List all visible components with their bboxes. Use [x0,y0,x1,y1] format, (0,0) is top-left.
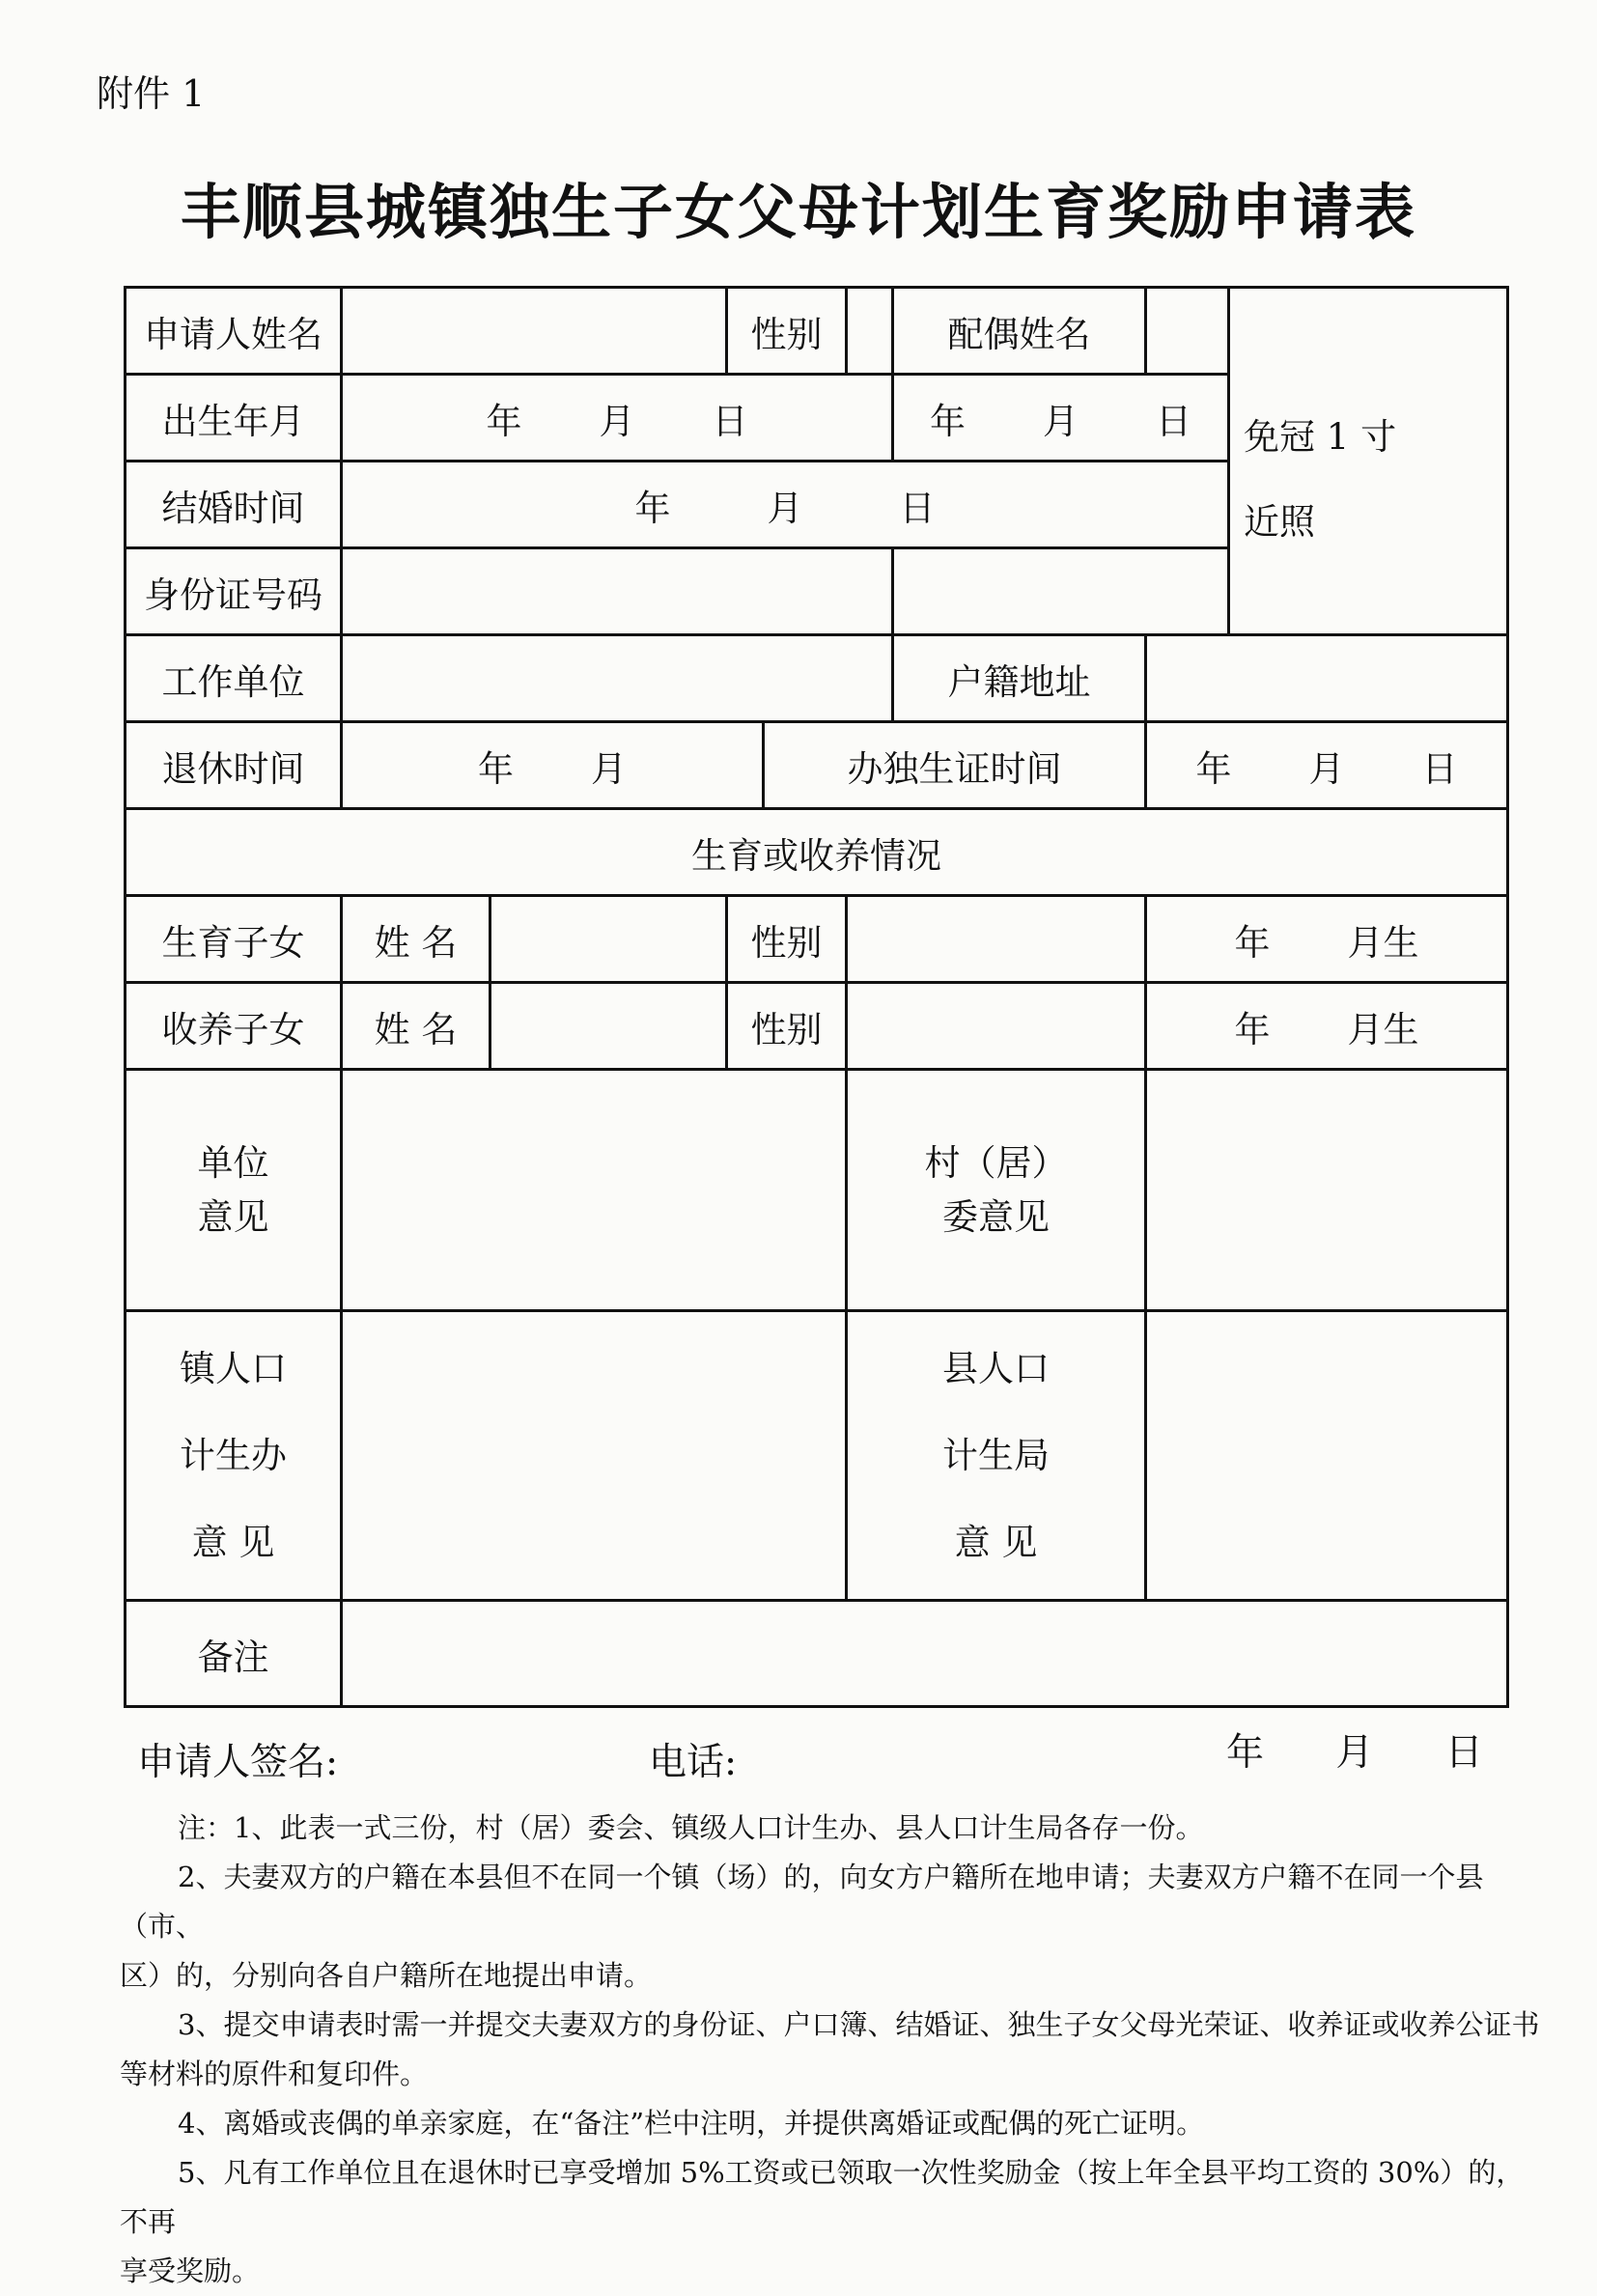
month-label: 月 [1043,400,1079,442]
remarks-field[interactable] [342,1601,1508,1707]
town-label-line3: 意 见 [191,1521,275,1563]
note-2: 2、夫妻双方的户籍在本县但不在同一个镇（场）的，向女方户籍所在地申请；夫妻双方户籍不在同一个县（市、 [120,1861,1484,1943]
month-born-label: 月生 [1347,921,1419,964]
remarks-label: 备注 [126,1601,342,1707]
note-4: 4、离婚或丧偶的单亲家庭，在“备注”栏中注明，并提供离婚证或配偶的死亡证明。 [178,2107,1205,2140]
household-address-label: 户籍地址 [893,635,1146,722]
county-opinion-label [847,1311,1146,1601]
certificate-date-field[interactable] [1146,722,1508,809]
birth-child-gender-field[interactable] [847,896,1146,983]
marriage-date-label: 结婚时间 [126,462,342,548]
note-1: 注：1、此表一式三份，村（居）委会、镇级人口计生办、县人口计生局各存一份。 [178,1811,1204,1844]
month-label: 月 [767,487,803,529]
name-label: 姓 名 [342,983,490,1070]
month-label: 月 [591,747,627,790]
photo-label-line1: 免冠 1 寸 [1244,416,1397,458]
certificate-date-label: 办独生证时间 [764,722,1146,809]
gender-field[interactable] [847,288,893,375]
county-label-line3: 意 见 [954,1521,1038,1563]
gender-label: 性别 [727,983,847,1070]
year-label: 年 [634,487,671,529]
town-opinion-label [126,1311,342,1601]
applicant-signature-label: 申请人签名: [137,1741,339,1784]
signature-date: 年 月 日 [1226,1731,1483,1775]
adopt-child-name-field[interactable] [490,983,727,1070]
birth-child-label: 生育子女 [126,896,342,983]
unit-label-line2: 意见 [197,1195,269,1238]
marriage-date-field[interactable] [342,462,1229,548]
name-label: 姓 名 [342,896,490,983]
section-title: 生育或收养情况 [126,809,1508,896]
year-label: 年 [1234,1008,1271,1050]
spouse-name-label: 配偶姓名 [893,288,1146,375]
village-opinion-label [847,1070,1146,1311]
town-label-line1: 镇人口 [180,1347,287,1389]
adopt-child-label: 收养子女 [126,983,342,1070]
year-label: 年 [930,400,966,442]
id-number-label: 身份证号码 [126,548,342,635]
month-label: 月 [1308,747,1345,790]
retire-date-field[interactable] [342,722,764,809]
county-label-line2: 计生局 [942,1434,1050,1476]
retire-date-label: 退休时间 [126,722,342,809]
adopt-child-gender-field[interactable] [847,983,1146,1070]
day-label: 日 [899,487,936,529]
unit-opinion-field[interactable] [342,1070,847,1311]
year-label: 年 [1195,747,1232,790]
work-unit-label: 工作单位 [126,635,342,722]
attachment-label: 附件 1 [97,72,206,115]
application-form [124,286,1509,1708]
spouse-name-field[interactable] [1146,288,1229,375]
note-3: 3、提交申请表时需一并提交夫妻双方的身份证、户口簿、结婚证、独生子女父母光荣证、收养证或收养公证书 [178,2008,1540,2041]
day-label: 日 [1156,400,1191,442]
spouse-id-field[interactable] [893,548,1229,635]
phone-label: 电话: [649,1741,738,1784]
note-5-cont: 享受奖励。 [120,2254,261,2287]
town-opinion-field[interactable] [342,1311,847,1601]
birth-child-born-field[interactable] [1146,896,1508,983]
day-label: 日 [712,400,748,442]
village-label-line1: 村（居） [924,1141,1068,1184]
county-label-line1: 县人口 [942,1347,1050,1389]
work-unit-field[interactable] [342,635,893,722]
note-5: 5、凡有工作单位且在退休时已享受增加 5%工资或已领取一次性奖励金（按上年全县平均工资的 30%）的，不再 [120,2156,1525,2238]
birth-child-name-field[interactable] [490,896,727,983]
applicant-birth-date-field[interactable] [342,375,893,462]
town-label-line2: 计生办 [180,1434,287,1476]
gender-label: 性别 [727,896,847,983]
birth-date-label: 出生年月 [126,375,342,462]
month-label: 月 [599,400,635,442]
year-label: 年 [486,400,522,442]
county-opinion-field[interactable] [1146,1311,1508,1601]
unit-label-line1: 单位 [197,1141,269,1184]
gender-label: 性别 [727,288,847,375]
village-opinion-field[interactable] [1146,1070,1508,1311]
applicant-name-label: 申请人姓名 [126,288,342,375]
page-title: 丰顺县城镇独生子女父母计划生育奖励申请表 [180,177,1416,247]
household-address-field[interactable] [1146,635,1508,722]
month-born-label: 月生 [1347,1008,1419,1050]
photo-label-line2: 近照 [1244,501,1315,543]
applicant-name-field[interactable] [342,288,727,375]
day-label: 日 [1421,747,1458,790]
applicant-id-field[interactable] [342,548,893,635]
photo-box [1229,288,1508,635]
village-label-line2: 委意见 [942,1195,1050,1238]
adopt-child-born-field[interactable] [1146,983,1508,1070]
year-label: 年 [1234,921,1271,964]
unit-opinion-label [126,1070,342,1311]
note-2-cont: 区）的，分别向各自户籍所在地提出申请。 [120,1959,653,1992]
note-3-cont: 等材料的原件和复印件。 [120,2058,429,2090]
notes [120,1804,1549,2296]
spouse-birth-date-field[interactable] [893,375,1229,462]
year-label: 年 [478,747,514,790]
